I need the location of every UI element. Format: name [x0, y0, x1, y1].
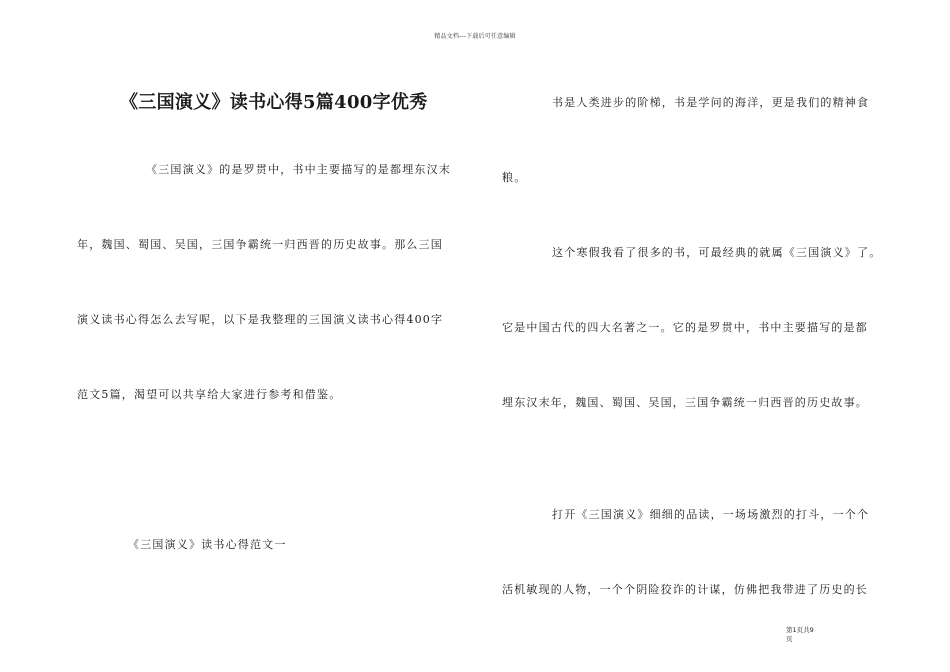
section-heading: 《三国演义》读书心得范文一	[128, 538, 287, 551]
left-paragraph-line: 范文5篇，渴望可以共享给大家进行参考和借鉴。	[77, 388, 342, 401]
page-number-line: 页	[786, 635, 793, 643]
document-title: 《三国演义》读书心得5篇400字优秀	[120, 92, 428, 113]
right-paragraph-line: 埋东汉末年，魏国、蜀国、吴国，三国争霸统一归西晋的历史故事。	[502, 396, 868, 409]
header-note: 精品文档---下载后可任意编辑	[434, 33, 516, 40]
left-paragraph-line: 年，魏国、蜀国、吴国，三国争霸统一归西晋的历史故事。那么三国	[77, 238, 443, 251]
left-paragraph-line: 演义读书心得怎么去写呢，以下是我整理的三国演义读书心得400字	[77, 313, 444, 326]
right-paragraph-line: 活机敏现的人物，一个个阴险狡诈的计谋，仿佛把我带进了历史的长	[502, 583, 868, 596]
right-paragraph-line: 打开《三国演义》细细的品读，一场场激烈的打斗，一个个	[552, 508, 870, 521]
page-number	[786, 626, 814, 644]
right-paragraph-line: 书是人类进步的阶梯，书是学问的海洋，更是我们的精神食	[552, 96, 870, 109]
left-paragraph-line: 《三国演义》的是罗贯中，书中主要描写的是都埋东汉末	[146, 163, 451, 176]
right-paragraph-line: 粮。	[502, 171, 527, 184]
page-number-line: 第1页共9	[786, 626, 814, 634]
right-paragraph-line: 这个寒假我看了很多的书，可最经典的就属《三国演义》了。	[552, 246, 882, 259]
right-paragraph-line: 它是中国古代的四大名著之一。它的是罗贯中，书中主要描写的是都	[502, 321, 868, 334]
